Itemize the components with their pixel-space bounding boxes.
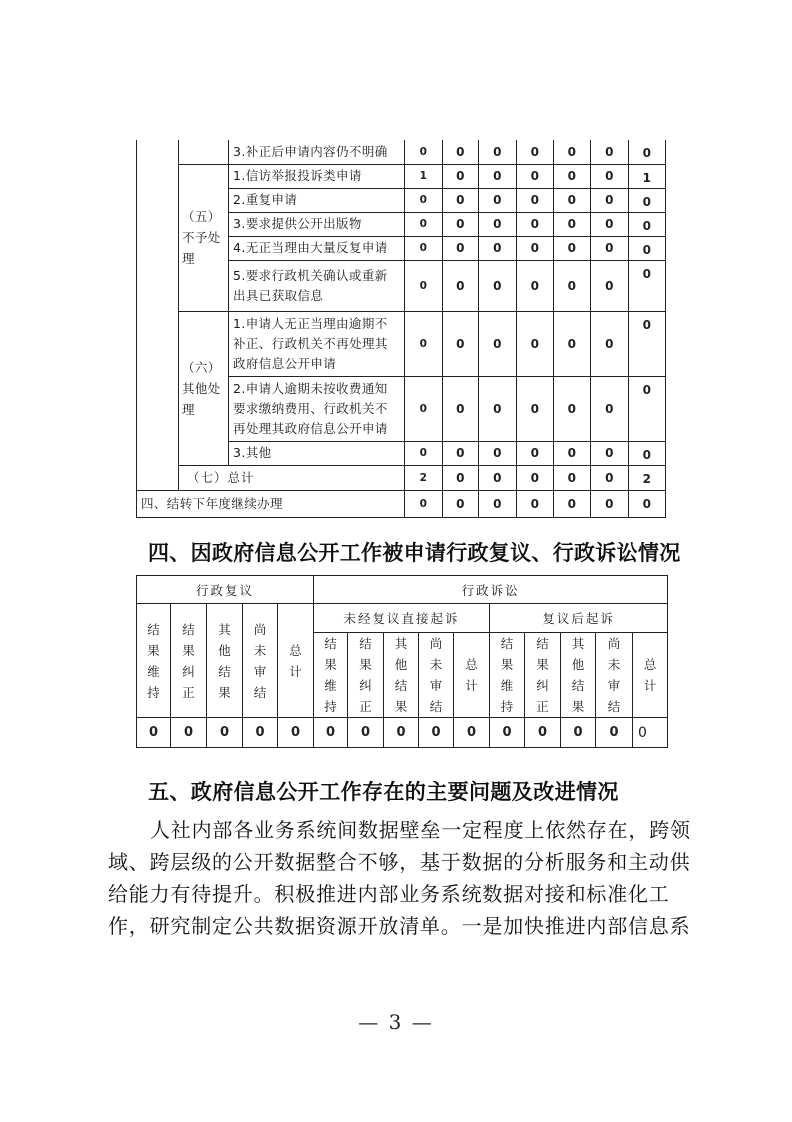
value-cell: 0 [633,718,668,748]
column-label: 尚未审结 [253,621,267,700]
paragraph-line: 人社内部各业务系统间数据壁垒一定程度上依然存在，跨领 [150,818,691,842]
litigation-group-header: 复议后起诉 [490,604,668,633]
value-cell: 0 [443,260,479,311]
value-cell: 0 [591,376,629,441]
value-cell: 0 [443,465,479,490]
value-cell: 0 [554,212,591,236]
value-cell: 0 [554,164,591,188]
value-cell: 0 [479,212,517,236]
column-label: 总计 [289,642,302,679]
value-cell: 0 [554,236,591,260]
section-5-paragraph [108,814,708,942]
group-label [179,140,229,164]
value-cell: 0 [207,718,243,748]
review-column-header [243,604,278,718]
value-cell: 0 [629,260,666,311]
row-label: 3.补正后申请内容仍不明确 [229,140,405,164]
row-label: 1.信访举报投诉类申请 [229,164,405,188]
value-cell: 0 [517,212,554,236]
value-cell: 0 [561,718,596,748]
value-cell: 0 [517,188,554,212]
category-cell [137,140,179,490]
paragraph-line: 域、跨层级的公开数据整合不够，基于数据的分析服务和主动供 [108,850,691,874]
table-row [137,140,666,164]
value-cell: 0 [314,718,348,748]
value-cell: 0 [554,441,591,465]
value-cell: 0 [517,236,554,260]
value-cell: 0 [591,140,629,164]
value-cell: 0 [405,140,443,164]
value-cell: 0 [629,188,666,212]
value-cell: 0 [525,718,561,748]
review-litigation-table [136,575,668,748]
row-label: 1.申请人无正当理由逾期不补正、行政机关不再处理其政府信息公开申请 [229,311,405,376]
total-row [137,465,666,490]
value-cell: 0 [443,212,479,236]
value-cell: 0 [479,260,517,311]
value-cell: 0 [517,164,554,188]
value-cell: 0 [591,164,629,188]
column-label: 结果维持 [500,636,514,714]
review-header: 行政复议 [137,576,314,604]
value-cell: 0 [554,376,591,441]
value-cell: 0 [405,490,443,517]
row-label: 3.其他 [229,441,405,465]
value-cell: 0 [479,441,517,465]
value-cell: 0 [517,441,554,465]
litigation-column-header [348,633,384,718]
litigation-column-header [490,633,525,718]
value-cell: 0 [443,188,479,212]
value-cell: 0 [479,164,517,188]
column-label: 总计 [643,657,657,693]
litigation-group-header: 未经复议直接起诉 [314,604,490,633]
value-cell: 0 [479,140,517,164]
review-column-header [278,604,314,718]
section-5-heading: 五、政府信息公开工作存在的主要问题及改进情况 [148,780,619,804]
carryover-row [137,490,666,517]
value-cell: 1 [405,164,443,188]
value-cell: 0 [591,236,629,260]
value-cell: 0 [479,311,517,376]
row-label: 2.申请人逾期未按收费通知要求缴纳费用、行政机关不再处理其政府信息公开申请 [229,376,405,441]
value-cell: 0 [554,140,591,164]
value-cell: 0 [405,260,443,311]
value-cell: 0 [629,376,666,441]
group-label: （六）其他处理 [179,311,229,465]
litigation-column-header [454,633,490,718]
value-cell: 2 [405,465,443,490]
value-cell: 0 [517,376,554,441]
value-cell: 0 [554,311,591,376]
litigation-column-header [525,633,561,718]
review-column-header [137,604,171,718]
table-row [137,164,666,188]
litigation-column-header [596,633,633,718]
value-cell: 0 [591,188,629,212]
column-label: 尚未审结 [429,636,443,714]
value-cell: 0 [443,164,479,188]
value-cell: 0 [591,441,629,465]
column-label: 其他结果 [394,636,408,714]
column-label: 结果维持 [147,621,160,700]
value-cell: 0 [479,376,517,441]
value-cell: 0 [443,236,479,260]
value-cell: 0 [348,718,384,748]
value-cell: 0 [591,311,629,376]
value-cell: 0 [629,490,666,517]
value-cell: 0 [278,718,314,748]
value-cell: 0 [405,188,443,212]
value-cell: 0 [629,236,666,260]
application-handling-table [136,140,666,518]
table-row [137,311,666,376]
value-cell: 0 [171,718,207,748]
value-cell: 2 [629,465,666,490]
row-label: 4.无正当理由大量反复申请 [229,236,405,260]
value-cell: 0 [554,260,591,311]
litigation-column-header [561,633,596,718]
litigation-column-header [384,633,419,718]
value-cell: 0 [419,718,454,748]
value-cell: 0 [490,718,525,748]
value-cell: 0 [384,718,419,748]
value-cell: 0 [629,212,666,236]
value-cell: 0 [479,465,517,490]
value-cell: 0 [443,441,479,465]
column-label: 总计 [465,657,478,693]
value-cell: 0 [243,718,278,748]
application-handling-table-body [137,140,666,517]
total-label: （七）总计 [179,465,405,490]
section-4-heading: 四、因政府信息公开工作被申请行政复议、行政诉讼情况 [148,541,681,565]
value-cell: 0 [405,236,443,260]
litigation-column-header [314,633,348,718]
value-cell: 0 [479,490,517,517]
value-cell: 0 [443,140,479,164]
carryover-label: 四、结转下年度继续办理 [137,490,405,517]
value-cell: 0 [554,188,591,212]
value-cell: 0 [517,465,554,490]
group-label: （五）不予处理 [179,164,229,311]
row-label: 3.要求提供公开出版物 [229,212,405,236]
row-label: 5.要求行政机关确认或重新出具已获取信息 [229,260,405,311]
value-cell: 0 [443,376,479,441]
value-cell: 0 [591,490,629,517]
value-cell: 0 [517,490,554,517]
value-cell: 0 [405,376,443,441]
value-cell: 0 [591,212,629,236]
value-cell: 0 [596,718,633,748]
review-column-header [171,604,207,718]
paragraph-line: 给能力有待提升。积极推进内部业务系统数据对接和标准化工 [108,882,670,906]
review-column-header [207,604,243,718]
value-cell: 0 [405,311,443,376]
value-cell: 0 [443,311,479,376]
value-cell: 0 [137,718,171,748]
value-cell: 0 [629,311,666,376]
header-row [137,576,668,604]
value-cell: 0 [554,490,591,517]
litigation-column-header [633,633,668,718]
page-number: — 3 — [358,1010,434,1034]
litigation-column-header [419,633,454,718]
column-label: 尚未审结 [607,636,621,714]
review-litigation-table-body [137,576,668,748]
value-cell: 0 [517,260,554,311]
value-cell: 0 [479,236,517,260]
paragraph-line: 作，研究制定公共数据资源开放清单。一是加快推进内部信息系 [108,914,691,938]
value-cell: 1 [629,164,666,188]
column-label: 其他结果 [571,636,585,714]
data-row [137,718,668,748]
value-cell: 0 [591,465,629,490]
value-cell: 0 [405,212,443,236]
column-label: 结果纠正 [359,636,372,714]
value-cell: 0 [405,441,443,465]
value-cell: 0 [554,465,591,490]
value-cell: 0 [443,490,479,517]
column-label: 其他结果 [218,621,231,700]
value-cell: 0 [517,140,554,164]
value-cell: 0 [479,188,517,212]
value-cell: 0 [517,311,554,376]
column-label: 结果维持 [324,636,337,714]
value-cell: 0 [591,260,629,311]
column-label: 结果纠正 [536,636,549,714]
value-cell: 0 [629,140,666,164]
column-label: 结果纠正 [182,621,195,700]
row-label: 2.重复申请 [229,188,405,212]
litigation-header: 行政诉讼 [314,576,668,604]
value-cell: 0 [629,441,666,465]
header-row [137,604,668,633]
value-cell: 0 [454,718,490,748]
